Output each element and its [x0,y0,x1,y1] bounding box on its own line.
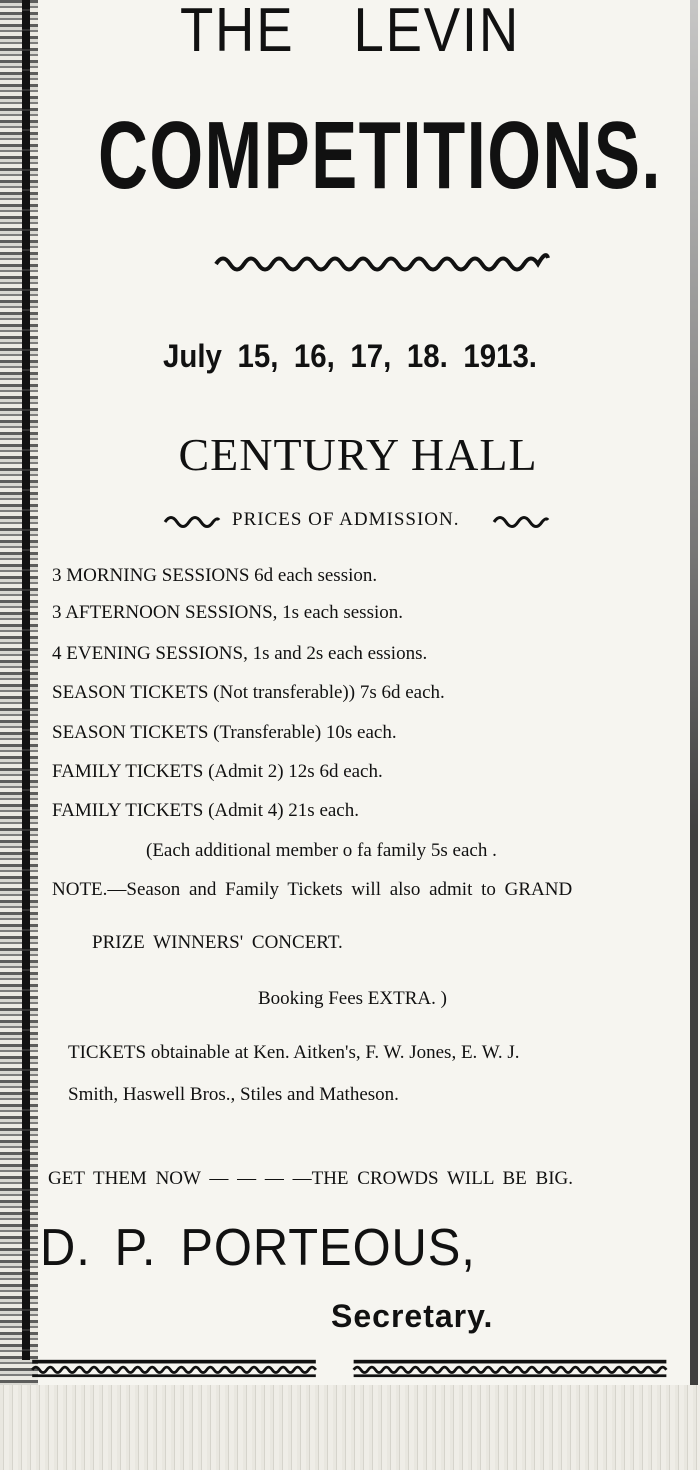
right-rule [690,0,698,1390]
prices-heading: PRICES OF ADMISSION. [232,509,460,530]
event-dates: July 15, 16, 17, 18. 1913. [163,338,537,374]
title-line-2: COMPETITIONS. [97,102,663,209]
price-line-additional-member: (Each additional member o fa family 5s each . [146,840,497,861]
bottom-rule-right [338,1358,682,1378]
venue-title: CENTURY HALL [178,429,538,480]
price-line-afternoon: 3 AFTERNOON SESSIONS, 1s each session. [52,602,403,623]
small-wave-left-icon [163,512,223,528]
signature-name: D. P. PORTEOUS, [40,1219,476,1277]
price-line-evening: 4 EVENING SESSIONS, 1s and 2s each essions. [52,643,428,664]
slogan: GET THEM NOW — — — —THE CROWDS WILL BE BIG. [48,1168,574,1189]
price-line-family-2: FAMILY TICKETS (Admit 2) 12s 6d each. [52,761,383,782]
small-wave-right-icon [492,512,552,528]
note-line-1: NOTE.—Season and Family Tickets will also admit to GRAND [52,879,573,900]
bottom-rule-left [18,1358,330,1378]
price-line-season-nontransferable: SEASON TICKETS (Not transferable)) 7s 6d each. [52,682,445,703]
wave-ornament-icon [214,248,550,278]
signature-role: Secretary. [331,1298,494,1334]
left-rule [22,0,30,1360]
bottom-margin [0,1385,700,1470]
price-line-morning: 3 MORNING SESSIONS 6d each session. [52,565,378,586]
title-line-1: THE LEVIN [179,0,521,65]
price-line-family-4: FAMILY TICKETS (Admit 4) 21s each. [52,800,359,821]
note-line-2: PRIZE WINNERS' CONCERT. [92,932,343,953]
price-line-season-transferable: SEASON TICKETS (Transferable) 10s each. [52,722,397,743]
tickets-line-1: TICKETS obtainable at Ken. Aitken's, F. W. Jones, E. W. J. [68,1042,520,1063]
left-ornamental-border [0,0,38,1470]
tickets-line-2: Smith, Haswell Bros., Stiles and Matheson. [68,1084,399,1105]
note-line-3: Booking Fees EXTRA. ) [258,988,447,1009]
